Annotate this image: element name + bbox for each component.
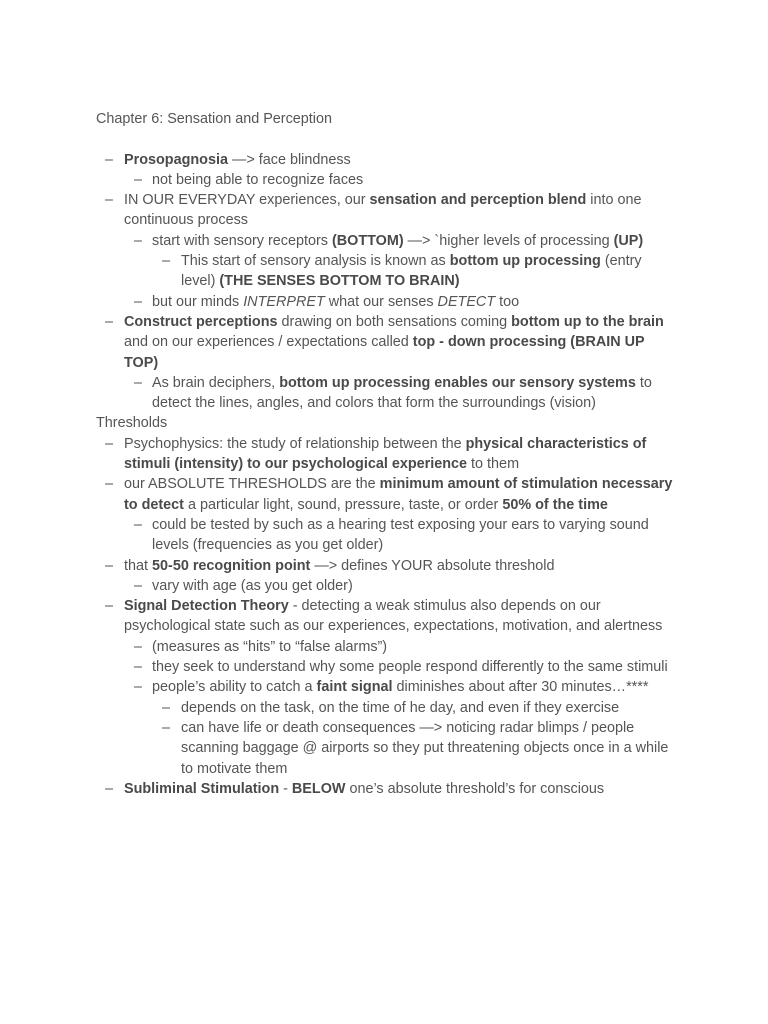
text-run: a particular light, sound, pressure, taste, or order — [183, 496, 503, 513]
text-run: that — [124, 557, 153, 574]
bold-text: (UP) — [613, 232, 644, 249]
text-run: to them — [467, 456, 520, 473]
bullet-dash-icon: – — [134, 516, 143, 533]
text-run: This start of sensory analysis is known as — [181, 253, 450, 270]
text-run: - detecting a weak stimulus also depends on our psychological state such as our experiences, expectations, motivation, and alertness — [124, 598, 663, 635]
list-item — [96, 373, 676, 414]
list-item — [96, 292, 676, 312]
text-run: start with sensory receptors — [152, 232, 332, 249]
text-run: drawing on both sensations coming — [277, 313, 512, 330]
list-item — [96, 434, 676, 475]
bullet-dash-icon: – — [134, 232, 143, 249]
list-item — [96, 657, 676, 677]
italic-text: INTERPRET — [243, 293, 325, 310]
text-run: our ABSOLUTE THRESHOLDS are the — [124, 476, 380, 493]
bullet-dash-icon: – — [134, 659, 143, 676]
bullet-dash-icon: – — [105, 557, 114, 574]
bold-text: (BOTTOM) — [331, 232, 404, 249]
list-item — [96, 779, 676, 799]
bold-text: BELOW — [291, 780, 346, 797]
bullet-dash-icon: – — [105, 435, 114, 452]
list-item — [96, 718, 676, 779]
text-run: could be tested by such as a hearing test exposing your ears to varying sound levels (frequencies as you get older) — [152, 516, 649, 554]
bold-text: sensation and perception blend — [369, 192, 587, 209]
text-run: but our minds — [152, 293, 244, 310]
text-run: to detect the lines, angles, and colors that form the surroundings (vision) — [152, 374, 652, 412]
bold-text: 50-50 recognition point — [152, 557, 311, 574]
bold-text: Subliminal Stimulation — [124, 780, 280, 797]
list-item — [96, 231, 676, 251]
text-run: As brain deciphers, — [152, 374, 280, 391]
bold-text: (THE SENSES BOTTOM TO BRAIN) — [219, 273, 460, 290]
text-run: into one continuous process — [124, 192, 642, 229]
bold-text: Construct perceptions — [124, 313, 278, 330]
bold-text: bottom up processing enables our sensory systems — [279, 374, 636, 391]
text-run: (measures as “hits” to “false alarms”) — [152, 638, 388, 655]
bullet-dash-icon: – — [134, 171, 143, 188]
list-item — [96, 637, 676, 657]
bullet-dash-icon: – — [162, 699, 171, 716]
text-run: (entry level) — [181, 253, 642, 290]
list-item — [96, 251, 676, 292]
bold-text: 50% of the time — [502, 496, 608, 513]
list-item — [96, 556, 676, 576]
bullet-dash-icon: – — [134, 638, 143, 655]
italic-text: DETECT — [437, 293, 496, 310]
text-run: —> `higher levels of processing — [403, 232, 614, 249]
list-item — [96, 312, 676, 373]
bullet-dash-icon: – — [105, 192, 114, 209]
list-item — [96, 474, 676, 515]
text-run: depends on the task, on the time of he day, and even if they exercise — [181, 699, 620, 716]
section-heading: Thresholds — [96, 415, 168, 432]
bullet-dash-icon: – — [105, 780, 114, 797]
bullet-dash-icon: – — [162, 719, 171, 736]
list-item — [96, 698, 676, 718]
text-run: —> face blindness — [227, 151, 351, 168]
text-run: can have life or death consequences —> noticing radar blimps / people scanning baggage @ airports so they put threatening objects once in a while to motivate them — [181, 719, 669, 777]
list-item — [96, 190, 676, 231]
list-item — [96, 596, 676, 637]
text-run: diminishes about after 30 minutes…**** — [392, 679, 649, 696]
list-item — [96, 150, 676, 170]
bullet-dash-icon: – — [105, 476, 114, 493]
text-run: they seek to understand why some people respond differently to the same stimuli — [152, 659, 668, 676]
text-run: Psychophysics: the study of relationship between the — [124, 435, 466, 452]
bullet-dash-icon: – — [134, 374, 143, 391]
bold-text: faint signal — [316, 679, 393, 696]
text-run: —> defines YOUR absolute threshold — [310, 557, 555, 574]
list-item — [96, 677, 676, 697]
bullet-dash-icon: – — [105, 598, 114, 615]
list-item — [96, 170, 676, 190]
text-run: too — [495, 293, 520, 310]
bold-text: physical characteristics of stimuli (intensity) to our psychological experience — [124, 435, 647, 473]
bold-text: bottom up processing — [449, 253, 601, 270]
text-run: what our senses — [324, 293, 438, 310]
bullet-dash-icon: – — [105, 151, 114, 168]
text-run: not being able to recognize faces — [152, 171, 364, 188]
text-run: vary with age (as you get older) — [152, 577, 353, 594]
list-item — [96, 576, 676, 596]
bold-text: minimum amount of stimulation necessary to detect — [124, 476, 673, 513]
text-run: - — [279, 780, 292, 797]
bold-text: Prosopagnosia — [124, 151, 228, 168]
bullet-dash-icon: – — [134, 577, 143, 594]
bold-text: top - down processing (BRAIN UP TOP) — [124, 334, 645, 371]
page-title: Chapter 6: Sensation and Perception — [96, 111, 333, 127]
text-run: people’s ability to catch a — [152, 679, 317, 696]
text-run: one’s absolute threshold’s for conscious — [345, 780, 605, 797]
bullet-dash-icon: – — [134, 679, 143, 696]
bullet-dash-icon: – — [162, 253, 171, 270]
text-run: and on our experiences / expectations called — [124, 334, 413, 351]
text-run: IN OUR EVERYDAY experiences, our — [124, 192, 370, 209]
bold-text: bottom up to the brain — [511, 313, 664, 330]
list-item — [96, 515, 676, 556]
bullet-dash-icon: – — [134, 293, 143, 310]
bold-text: Signal Detection Theory — [124, 598, 289, 615]
notes-list — [96, 150, 676, 800]
bullet-dash-icon: – — [105, 313, 114, 330]
notes-body — [96, 109, 676, 799]
